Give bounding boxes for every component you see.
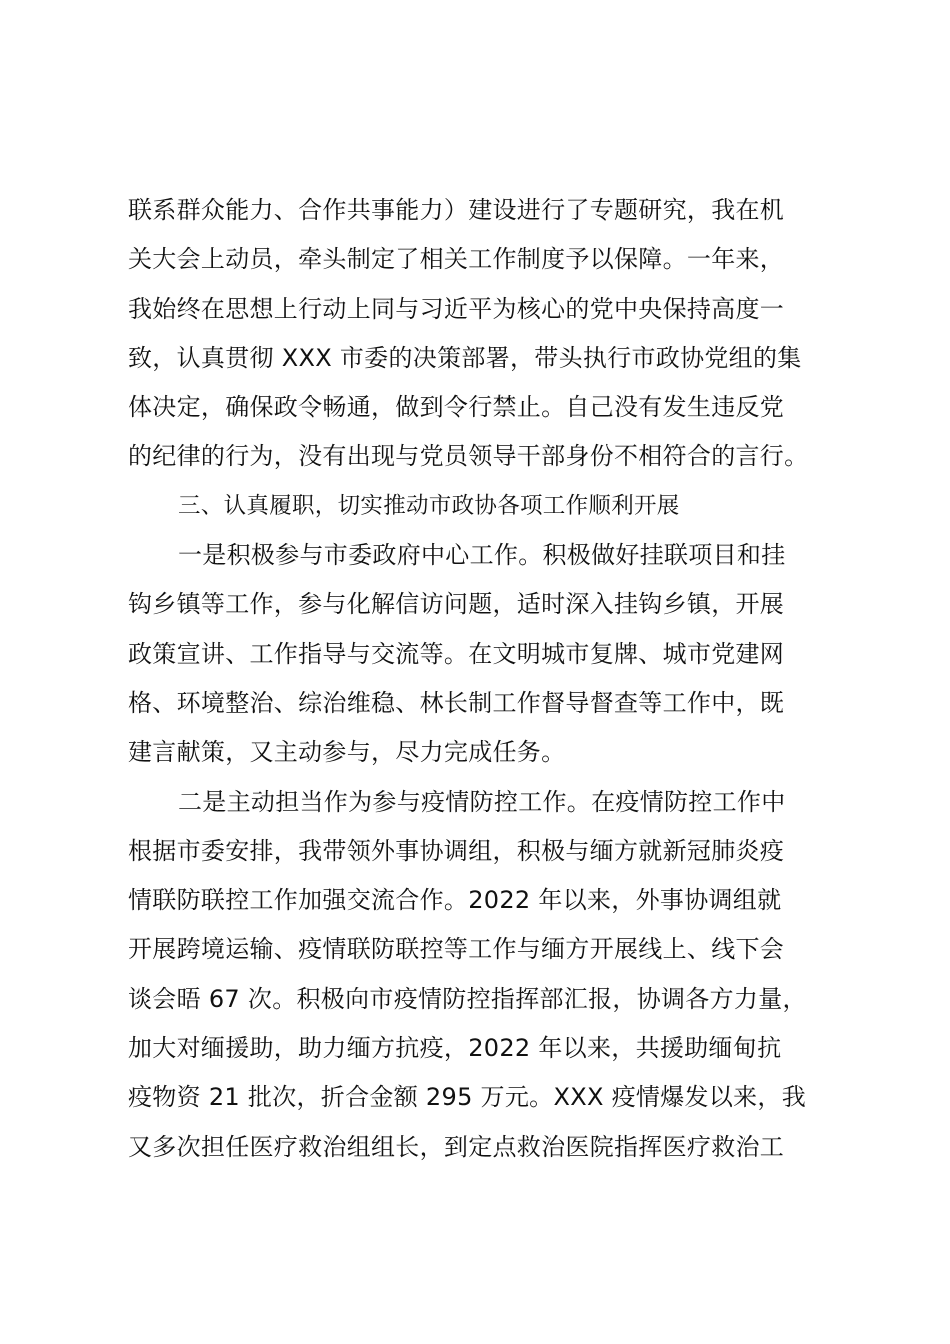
text-line: 的纪律的行为，没有出现与党员领导干部身份不相符合的言行。 [128, 442, 809, 471]
text-line: 根据市委安排，我带领外事协调组，积极与缅方就新冠肺炎疫 [128, 836, 785, 865]
text-line: 关大会上动员，牵头制定了相关工作制度予以保障。一年来， [128, 245, 785, 274]
text-line: 建言献策，又主动参与，尽力完成任务。 [128, 738, 566, 767]
section-heading: 三、认真履职，切实推动市政协各项工作顺利开展 [178, 492, 680, 519]
text-line: 一是积极参与市委政府中心工作。积极做好挂联项目和挂 [178, 541, 786, 570]
text-line: 谈会晤 67 次。积极向市疫情防控指挥部汇报，协调各方力量， [128, 984, 807, 1013]
text-line: 开展跨境运输、疫情联防联控等工作与缅方开展线上、线下会 [128, 935, 785, 964]
text-line: 致，认真贯彻 XXX 市委的决策部署，带头执行市政协党组的集 [128, 343, 802, 372]
text-line: 格、环境整治、综治维稳、林长制工作督导督查等工作中，既 [128, 688, 785, 717]
text-line: 疫物资 21 批次，折合金额 295 万元。XXX 疫情爆发以来，我 [128, 1083, 807, 1112]
text-line: 联系群众能力、合作共事能力）建设进行了专题研究，我在机 [128, 196, 785, 224]
document-body [128, 186, 833, 1172]
text-line: 体决定，确保政令畅通，做到令行禁止。自己没有发生违反党 [128, 393, 785, 422]
text-line: 我始终在思想上行动上同与习近平为核心的党中央保持高度一 [128, 294, 785, 323]
text-line: 情联防联控工作加强交流合作。2022 年以来，外事协调组就 [128, 886, 782, 915]
text-line: 又多次担任医疗救治组组长，到定点救治医院指挥医疗救治工 [128, 1132, 785, 1161]
text-line: 钩乡镇等工作，参与化解信访问题，适时深入挂钩乡镇，开展 [128, 590, 785, 619]
text-line: 政策宣讲、工作指导与交流等。在文明城市复牌、城市党建网 [128, 639, 785, 668]
text-line: 加大对缅援助，助力缅方抗疫，2022 年以来，共援助缅甸抗 [128, 1034, 782, 1063]
text-line: 二是主动担当作为参与疫情防控工作。在疫情防控工作中 [178, 787, 786, 816]
